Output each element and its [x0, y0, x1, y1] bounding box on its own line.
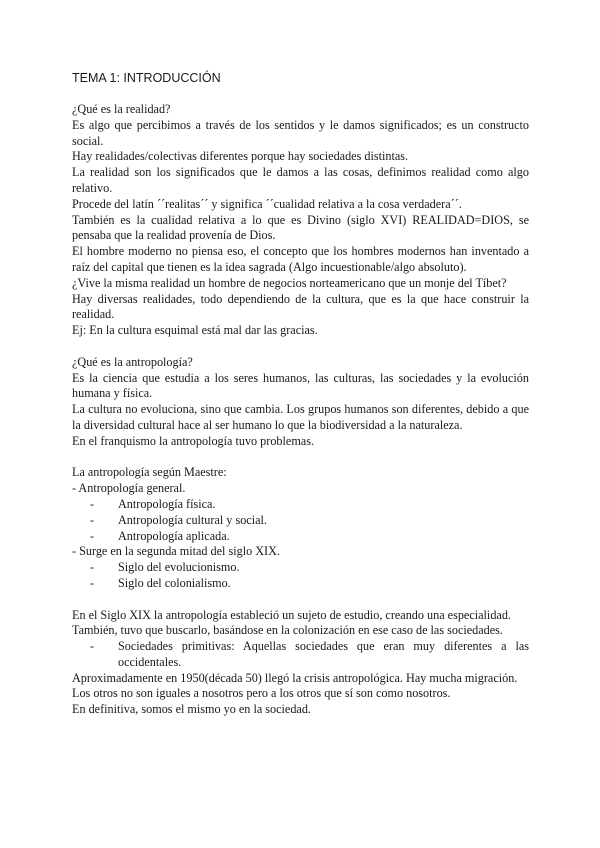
paragraph: Procede del latín ´´realitas´´ y significa ´´cualidad relativa a la cosa verdadera´´.	[72, 196, 462, 211]
paragraph: La realidad son los significados que le damos a las cosas, definimos realidad como algo relativo.	[72, 165, 529, 195]
bullet-marker: -	[90, 496, 95, 511]
document-title: TEMA 1: INTRODUCCIÓN	[72, 71, 221, 85]
document-body	[72, 70, 529, 718]
list-item	[72, 639, 529, 671]
section-maestre	[72, 465, 529, 591]
spacer	[72, 450, 529, 466]
list-item	[72, 576, 529, 592]
bullet-marker: -	[90, 575, 95, 590]
paragraph: Hay diversas realidades, todo dependiendo de la cultura, que es la que hace construir la realidad.	[72, 291, 529, 322]
paragraph: También, tuvo que buscarlo, basándose en la colonización en ese caso de las sociedades.	[72, 623, 503, 638]
list-item-text: Antropología cultural y social.	[118, 512, 267, 527]
paragraph: ¿Vive la misma realidad un hombre de negocios norteamericano que un monje del Tíbet?	[72, 275, 507, 290]
paragraph: Aproximadamente en 1950(década 50) llegó la crisis antropológica. Hay mucha migración.	[72, 670, 518, 685]
section-reality	[72, 102, 529, 339]
bullet-marker: -	[90, 639, 95, 654]
section-heading: ¿Qué es la realidad?	[72, 102, 171, 116]
paragraph: El hombre moderno no piensa eso, el concepto que los hombres modernos han inventado a raíz del capital que tienen es la idea sagrada (Algo incuestionable/algo absoluto).	[72, 244, 529, 274]
bullet-marker: -	[90, 560, 95, 575]
bullet-marker: -	[90, 512, 95, 527]
paragraph: En el Siglo XIX la antropología estableció un sujeto de estudio, creando una especialidad.	[72, 607, 511, 622]
list-item-text: Sociedades primitivas: Aquellas sociedades que eran muy diferentes a las occidentales.	[118, 639, 529, 669]
list-item	[72, 513, 529, 529]
paragraph: También es la cualidad relativa a lo que es Divino (siglo XVI) REALIDAD=DIOS, se pensaba que la realidad provenía de Dios.	[72, 212, 529, 243]
spacer	[72, 339, 529, 355]
section-heading: La antropología según Maestre:	[72, 465, 227, 480]
paragraph: Hay realidades/colectivas diferentes porque hay sociedades distintas.	[72, 149, 409, 164]
section-nineteenth-century	[72, 608, 529, 719]
section-heading: ¿Qué es la antropología?	[72, 354, 193, 369]
list-item	[72, 560, 529, 576]
list-item-text: Antropología física.	[118, 496, 216, 511]
bullet-marker: -	[90, 528, 95, 543]
list-group-heading: - Surge en la segunda mitad del siglo XIX.	[72, 544, 280, 559]
paragraph: Es algo que percibimos a través de los sentidos y le damos significados; es un constructo social.	[72, 117, 529, 148]
paragraph: Es la ciencia que estudia a los seres humanos, las culturas, las sociedades y la evolución humana y física.	[72, 370, 529, 401]
list-group-heading: - Antropología general.	[72, 481, 186, 496]
spacer	[72, 592, 529, 608]
list-item-text: Siglo del colonialismo.	[118, 575, 231, 590]
paragraph: En definitiva, somos el mismo yo en la sociedad.	[72, 702, 311, 717]
list-item-text: Antropología aplicada.	[118, 528, 230, 543]
paragraph: Ej: En la cultura esquimal está mal dar las gracias.	[72, 323, 318, 338]
list-item	[72, 529, 529, 545]
paragraph: En el franquismo la antropología tuvo problemas.	[72, 433, 315, 448]
paragraph: Los otros no son iguales a nosotros pero a los otros que sí son como nosotros.	[72, 686, 451, 701]
paragraph: La cultura no evoluciona, sino que cambia. Los grupos humanos son diferentes, debido a que la diversidad cultural hace al ser humano lo que la biodiversidad a la naturaleza.	[72, 402, 529, 432]
list-item	[72, 497, 529, 513]
list-item-text: Siglo del evolucionismo.	[118, 560, 240, 575]
section-anthropology	[72, 355, 529, 450]
